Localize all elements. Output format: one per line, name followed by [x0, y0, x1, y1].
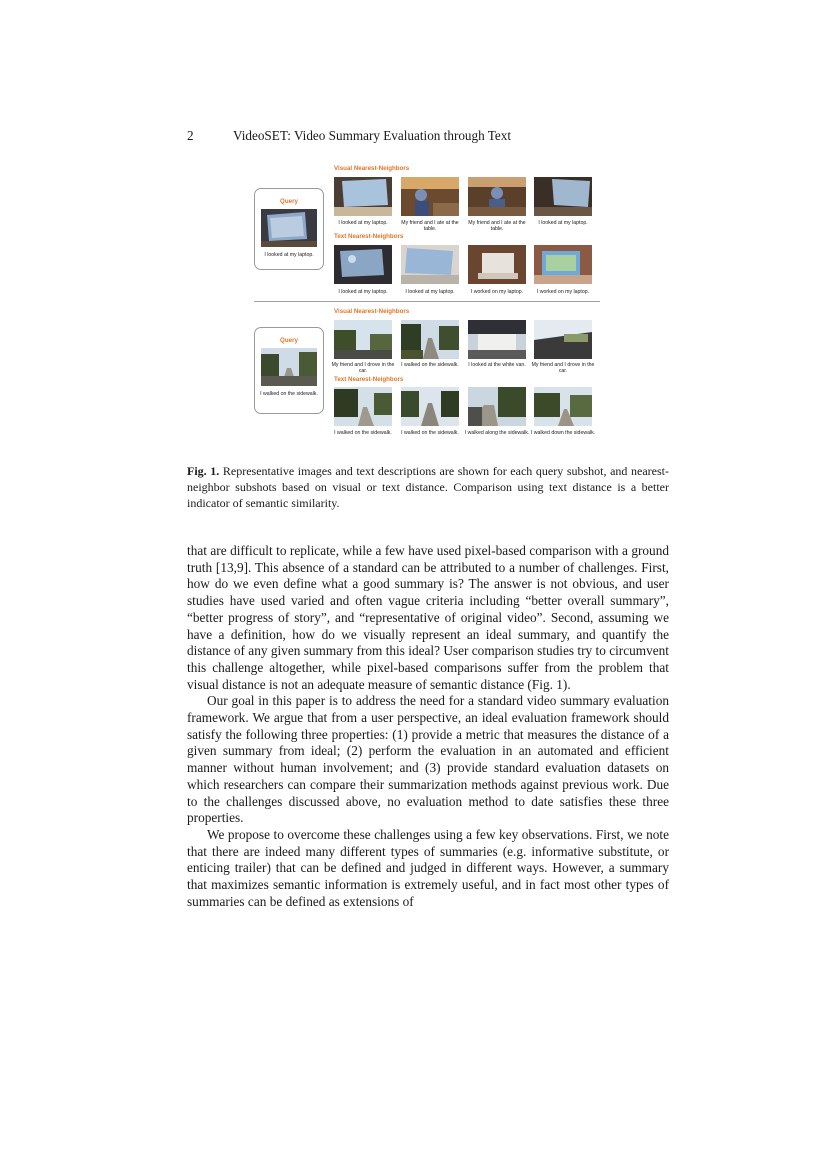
body-text — [187, 543, 669, 910]
query-image-laptop — [261, 209, 317, 247]
thumbnail-van — [468, 320, 526, 359]
visual-nn-caption: I looked at the white van. — [468, 362, 526, 368]
visual-nn-caption: I walked on the sidewalk. — [401, 362, 459, 368]
thumbnail-sidewalk — [401, 320, 459, 359]
text-nn-caption: I walked on the sidewalk. — [401, 430, 459, 436]
query-caption: I looked at my laptop. — [264, 252, 314, 258]
figure-label: Fig. 1. — [187, 464, 220, 478]
text-nn-caption: I worked on my laptop. — [536, 289, 590, 295]
thumbnail-laptop — [534, 177, 592, 216]
thumbnail-laptop — [334, 177, 392, 216]
query-title: Query — [280, 337, 298, 344]
thumbnail-restaurant — [401, 177, 459, 216]
query-title: Query — [280, 198, 298, 205]
thumbnail-sidewalk — [534, 387, 592, 426]
thumbnail-laptop — [401, 245, 459, 284]
query-box — [254, 327, 324, 414]
visual-nn-caption: My friend and I drove in the car. — [531, 362, 595, 374]
thumbnail-restaurant — [468, 177, 526, 216]
query-image-sidewalk — [261, 348, 317, 386]
visual-nn-caption: My friend and I drove in the car. — [331, 362, 395, 374]
paragraph: We propose to overcome these challenges using a few key observations. First, we note that there are indeed many different types of summaries (e.g. informative substitute, or enticing trailer) that can be defined and judged in different ways. However, a summary that maximizes semantic information is extremely useful, and in fact most other types of summaries can be defined as extensions of — [187, 826, 669, 909]
visual-nn-label: Visual Nearest-Neighbors — [334, 165, 410, 172]
paragraph: that are difficult to replicate, while a few have used pixel-based comparison with a ground truth [13,9]. This absence of a standard can be attributed to a number of challenges. First, how do we even define what a good summary is? The answer is not obvious, and user studies have used varied and often vague criteria including “better overall summary”, “better progress of story”, and “representative of original video”. Second, assuming we have a definition, how do we visually represent an ideal summary, and quantify the distance of any given summary from this ideal? User comparison studies try to circumvent this challenge altogether, while pixel-based comparisons suffer from the problem that visual distance is not an adequate measure of semantic distance (Fig. 1). — [187, 543, 669, 692]
visual-nn-caption: I looked at my laptop. — [338, 220, 388, 226]
thumbnail-sidewalk — [401, 387, 459, 426]
running-header — [187, 128, 511, 144]
visual-nn-caption: I looked at my laptop. — [538, 220, 588, 226]
text-nn-caption: I walked along the sidewalk. — [464, 430, 530, 436]
visual-nn-label: Visual Nearest-Neighbors — [334, 308, 410, 315]
text-nn-caption: I looked at my laptop. — [405, 289, 455, 295]
figure-caption-text: Representative images and text descriptions are shown for each query subshot, and nearest-neighbor subshots based on visual or text distance. Comparison using text distance is a better indicator of semantic similarity. — [187, 464, 670, 511]
thumbnail-car-interior — [534, 320, 592, 359]
text-nn-label: Text Nearest-Neighbors — [334, 376, 404, 383]
query-box — [254, 188, 324, 270]
thumbnail-street — [334, 320, 392, 359]
thumbnail-laptop — [534, 245, 592, 284]
thumbnail-laptop — [334, 245, 392, 284]
text-nn-caption: I looked at my laptop. — [338, 289, 388, 295]
text-nn-caption: I walked down the sidewalk. — [530, 430, 596, 436]
paragraph: Our goal in this paper is to address the need for a standard video summary evaluation framework. We argue that from a user perspective, an ideal evaluation framework should satisfy the following three properties: (1) provide a metric that measures the distance of a given summary from ideal; (2) perform the evaluation in an automated and efficient manner without human involvement; and (3) provide standard evaluation datasets on which researchers can compare their summarization methods against previous work. Due to the challenges discussed above, no evaluation method to date satisfies these three properties. — [187, 693, 669, 826]
text-nn-caption: I walked on the sidewalk. — [334, 430, 392, 436]
figure-caption — [187, 463, 669, 512]
text-nn-label: Text Nearest-Neighbors — [334, 233, 404, 240]
page-number: 2 — [187, 128, 194, 143]
thumbnail-laptop — [468, 245, 526, 284]
visual-nn-caption: My friend and I ate at the table. — [468, 220, 526, 232]
figure-1 — [252, 162, 600, 444]
query-caption: I walked on the sidewalk. — [260, 391, 318, 397]
running-title: VideoSET: Video Summary Evaluation through Text — [233, 128, 512, 143]
text-nn-caption: I worked on my laptop. — [470, 289, 524, 295]
visual-nn-caption: My friend and I ate at the table. — [401, 220, 459, 232]
panel-divider — [254, 301, 600, 302]
thumbnail-sidewalk — [334, 387, 392, 426]
thumbnail-sidewalk — [468, 387, 526, 426]
